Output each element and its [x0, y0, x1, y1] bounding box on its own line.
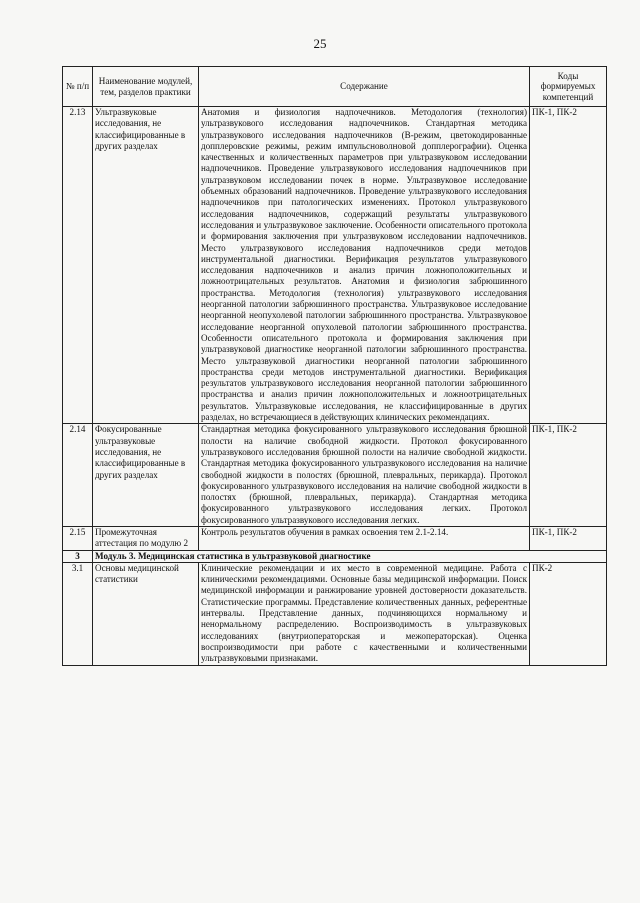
row-codes: ПК-1, ПК-2: [530, 526, 607, 550]
module-row: [63, 550, 607, 562]
module-num: 3: [63, 550, 93, 562]
row-name: Промежуточная аттестация по модулю 2: [93, 526, 199, 550]
header-content: Содержание: [199, 67, 530, 107]
row-name: Ультразвуковые исследования, не классифицированные в других разделах: [93, 107, 199, 424]
header-num: № п/п: [63, 67, 93, 107]
table-row: [63, 424, 607, 527]
header-name: Наименование модулей, тем, разделов практики: [93, 67, 199, 107]
row-codes: ПК-2: [530, 562, 607, 665]
row-name: Фокусированные ультразвуковые исследования, не классифицированные в других разделах: [93, 424, 199, 527]
table-row: [63, 562, 607, 665]
row-codes: ПК-1, ПК-2: [530, 424, 607, 527]
header-codes: Коды формируемых компетенций: [530, 67, 607, 107]
row-num: 2.15: [63, 526, 93, 550]
table-row: [63, 526, 607, 550]
row-num: 3.1: [63, 562, 93, 665]
row-content: Клинические рекомендации и их место в современной медицине. Работа с клиническими рекомендациями. Основные базы медицинской информации. Поиск медицинской информации и ранжирование уровней достоверности доказательств. Статистические программы. Представление количественных данных, референтные интервалы. Представление данных, подчиняющихся нормальному и ненормальному распределению. Воспроизводимость в ультразвуковых исследованиях (внутриоператорская и межоператорская). Оценка воспроизводимости при работе с качественными и количественными ультразвуковыми признаками.: [199, 562, 530, 665]
page-number: 25: [313, 36, 327, 51]
row-num: 2.13: [63, 107, 93, 424]
module-title: Модуль 3. Медицинская статистика в ультразвуковой диагностике: [93, 550, 607, 562]
program-table: [62, 66, 607, 666]
table-row: [63, 107, 607, 424]
row-content: Стандартная методика фокусированного ультразвукового исследования брюшной полости на наличие свободной жидкости. Протокол фокусированного ультразвукового исследования брюшной полости на наличие свободной жидкости. Стандартная методика фокусированного ультразвукового исследования на наличие свободной жидкости в полостях (брюшной, плевральных, перикарда). Протокол фокусированного ультразвукового исследования на наличие свободной жидкости в полостях (брюшной, плевральных, перикарда). Стандартная методика фокусированного ультразвукового исследования легких. Протокол фокусированного ультразвукового исследования легких.: [199, 424, 530, 527]
row-codes: ПК-1, ПК-2: [530, 107, 607, 424]
table-header-row: [63, 67, 607, 107]
row-name: Основы медицинской статистики: [93, 562, 199, 665]
row-content: Анатомия и физиология надпочечников. Методология (технология) ультразвукового исследования надпочечников. Стандартная методика ультразвукового исследования надпочечников (В-режим, цветокодированные допплеровские режимы, режим импульсноволновой допплерографии). Оценка качественных и количественных параметров при ультразвуковом исследовании надпочечников. Проведение ультразвукового исследования надпочечников при ультразвуковом исследовании почек в норме. Ультразвуковое исследование объемных образований надпочечников. Проведение ультразвукового исследования надпочечников при патологических изменениях. Протокол ультразвукового исследования надпочечников, содержащий результаты ультразвукового исследования и ультразвуковое заключение. Особенности описательного протокола и формирования заключения при ультразвуковом исследовании надпочечников. Место ультразвукового исследования надпочечников среди методов инструментальной диагностики. Верификация результатов ультразвукового исследования надпочечников и анализ причин ложноположительных и ложноотрицательных результатов. Анатомия и физиология забрюшинного пространства. Методология (технология) ультразвукового исследования неорганной патологии забрюшинного пространства. Ультразвуковое исследование неорганной неопухолевой патологии забрюшинного пространства. Ультразвуковое исследование неорганной опухолевой патологии забрюшинного пространства. Особенности описательного протокола и формирования заключения при ультразвуковой диагностике неорганной патологии забрюшинного пространства. Место ультразвуковой диагностики неорганной патологии забрюшинного пространства среди методов инструментальной диагностики. Верификация результатов ультразвукового исследования неорганной патологии забрюшинного пространства и анализ причин ложноположительных и ложноотрицательных результатов. Ультразвуковые исследования, не классифицированные в других разделах, но встречающиеся в действующих клинических рекомендациях.: [199, 107, 530, 424]
row-content: Контроль результатов обучения в рамках освоения тем 2.1-2.14.: [199, 526, 530, 550]
row-num: 2.14: [63, 424, 93, 527]
